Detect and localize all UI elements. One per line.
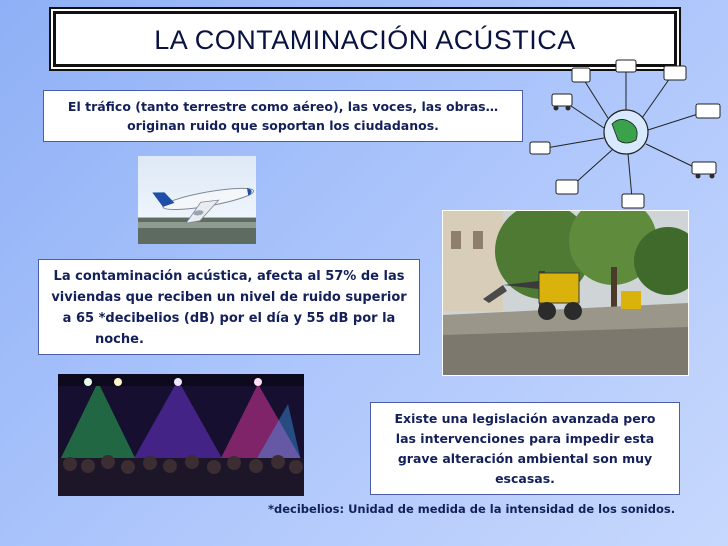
construction-site-photo [442, 210, 689, 376]
globe-noise-sources-illustration [528, 58, 726, 214]
construction-image [443, 211, 688, 375]
airplane-photo [138, 156, 256, 244]
concert-image [58, 374, 304, 496]
legislation-line-1: Existe una legislación avanzada pero [394, 411, 656, 426]
legislation-line-4: escasas. [495, 471, 555, 486]
stats-line-3: a 65 *decibelios (dB) por el día y 55 dB por la [62, 311, 396, 326]
footnote: *decibelios: Unidad de medida de la intensidad de los sonidos. [268, 502, 676, 516]
stats-line-4: noche. [95, 332, 144, 347]
airplane-image [138, 156, 256, 244]
legislation-text-box [370, 402, 680, 495]
intro-line-1: El tráfico (tanto terrestre como aéreo), las voces, las obras… [67, 99, 499, 114]
intro-text-box [43, 90, 523, 142]
concert-crowd-photo [58, 374, 304, 496]
slide-title: LA CONTAMINACIÓN ACÚSTICA [53, 11, 677, 67]
statistics-text-box [38, 259, 420, 355]
stats-line-1: La contaminación acústica, afecta al 57% de las [53, 269, 405, 284]
stats-line-2: viviendas que reciben un nivel de ruido superior [51, 290, 407, 305]
noise-globe-icon [528, 58, 726, 214]
legislation-line-2: las intervenciones para impedir esta [395, 431, 655, 446]
intro-line-2: originan ruido que soportan los ciudadanos. [127, 118, 439, 133]
legislation-line-3: grave alteración ambiental son muy [397, 451, 653, 466]
